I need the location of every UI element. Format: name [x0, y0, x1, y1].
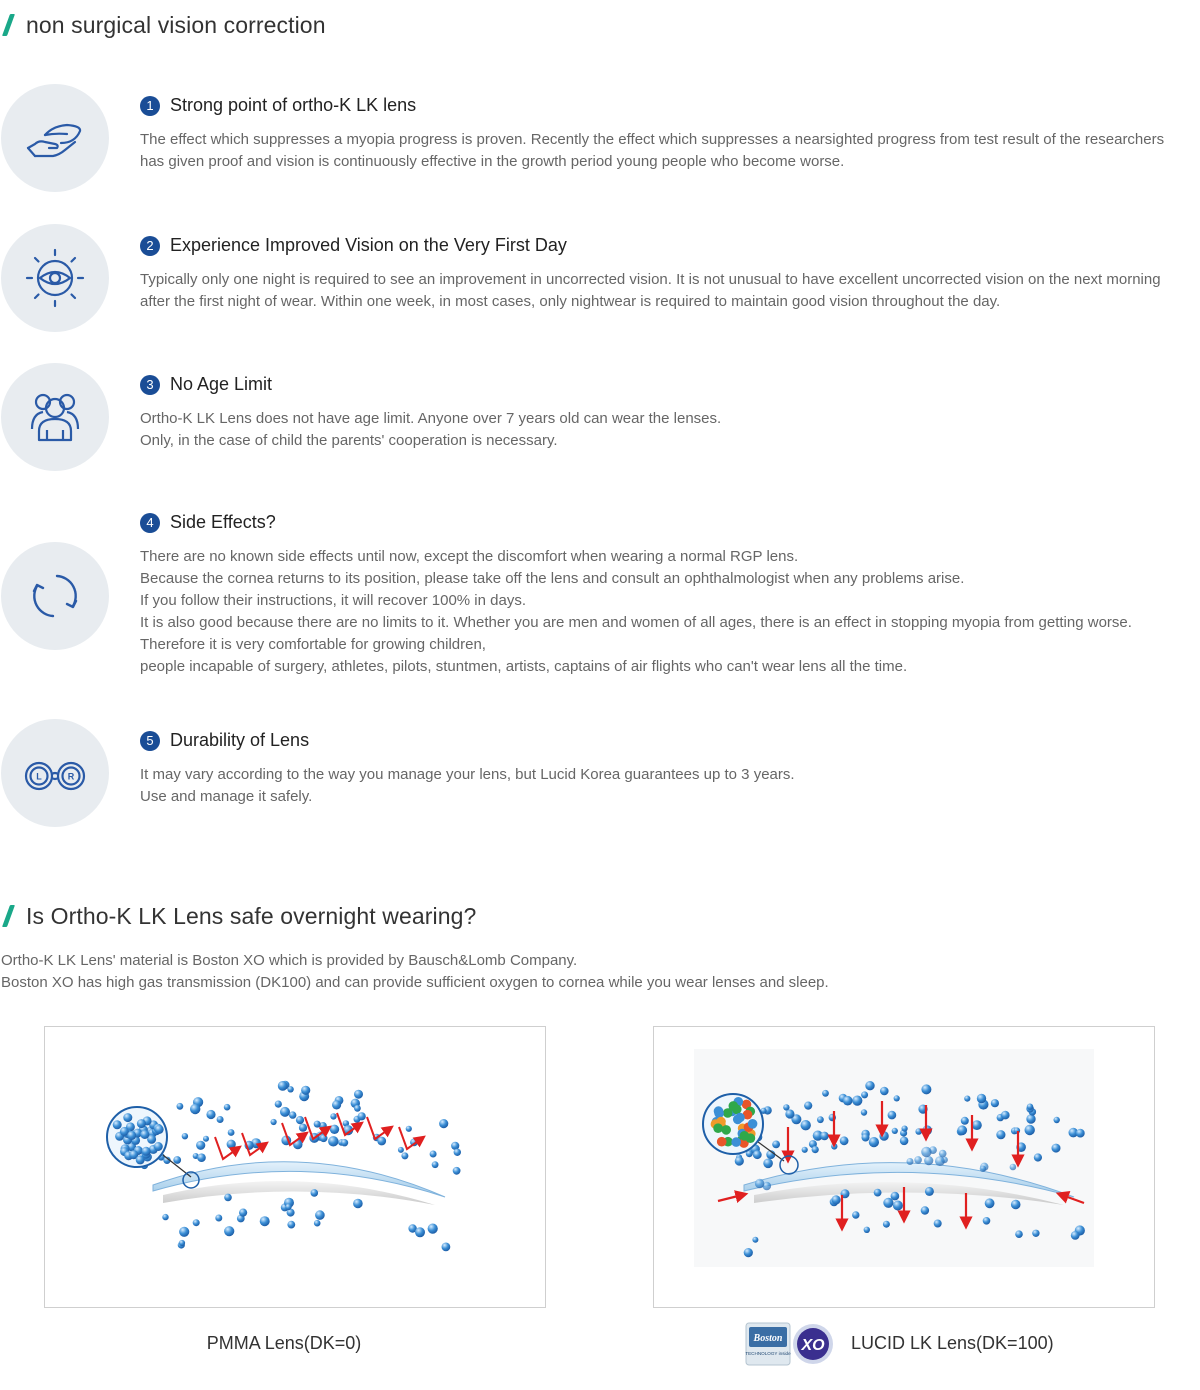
oxygen-bubble — [430, 1151, 437, 1158]
feature-icon-circle — [1, 224, 109, 332]
pmma-lens-diagram — [45, 1027, 545, 1307]
oxygen-bubble — [957, 1125, 967, 1135]
oxygen-bubble — [177, 1103, 184, 1110]
lucid-caption-text: LUCID LK Lens(DK=100) — [851, 1332, 1054, 1353]
oxygen-bubble — [996, 1130, 1005, 1139]
oxygen-bubble — [921, 1084, 931, 1094]
oxygen-bubble — [179, 1227, 189, 1237]
oxygen-bubble — [804, 1102, 812, 1110]
oxygen-bubble — [879, 1131, 888, 1140]
magnified-bubble — [123, 1113, 132, 1122]
oxygen-bubble — [280, 1107, 290, 1117]
oxygen-bubble — [934, 1220, 942, 1228]
oxygen-bubble — [894, 1095, 900, 1101]
oxygen-bubble — [341, 1139, 348, 1146]
oxygen-bubble — [182, 1133, 188, 1139]
magnified-molecule — [713, 1123, 723, 1133]
people-icon — [23, 385, 87, 449]
oxygen-bubble — [883, 1221, 890, 1228]
pmma-caption-text: PMMA Lens(DK=0) — [206, 1332, 362, 1353]
eye-icon — [23, 246, 87, 310]
oxygen-bubble — [902, 1126, 908, 1132]
blocked-arrow — [367, 1117, 389, 1139]
oxygen-bubble — [239, 1209, 247, 1217]
magnified-molecule — [731, 1137, 741, 1147]
feature-description — [140, 408, 1200, 452]
oxygen-bubble — [296, 1116, 304, 1124]
oxygen-bubble — [874, 1189, 882, 1197]
feature-text-line: Only, in the case of child the parents' cooperation is necessary. — [140, 432, 558, 449]
magnified-bubble — [137, 1119, 146, 1128]
oxygen-bubble — [301, 1086, 310, 1095]
oxygen-bubble — [922, 1125, 932, 1135]
feature-text-line: people incapable of surgery, athletes, pilots, stuntmen, artists, captains of air flights who can't wear lens all the time. — [140, 658, 908, 675]
oxygen-bubble — [1034, 1153, 1042, 1161]
oxygen-bubble — [921, 1206, 929, 1214]
intro-text-line: Boston XO has high gas transmission (DK100) and can provide sufficient oxygen to cornea while you wear lenses and sleep. — [1, 974, 829, 991]
oxygen-bubble — [401, 1152, 408, 1159]
oxygen-bubble — [224, 1226, 234, 1236]
feature-text-line: Therefore it is very comfortable for growing children, — [140, 636, 486, 653]
oxygen-bubble — [271, 1119, 277, 1125]
intro-text-line: Ortho-K LK Lens' material is Boston XO which is provided by Bausch&Lomb Company. — [1, 952, 578, 969]
feature-icon-circle — [1, 542, 109, 650]
title-accent-mark — [2, 14, 15, 36]
pmma-bubbles-layer — [107, 1081, 461, 1252]
oxygen-bubble — [311, 1189, 319, 1197]
feature-text-line: after the first night of wear. Within one week, in most cases, only nightwear is required to maintain good vision throughout the day. — [140, 293, 1001, 310]
oxygen-bubble — [772, 1141, 780, 1149]
oxygen-bubble — [862, 1134, 870, 1142]
pmma-caption — [44, 1326, 524, 1360]
oxygen-bubble — [900, 1137, 909, 1146]
oxygen-bubble — [1026, 1114, 1035, 1123]
oxygen-bubble — [315, 1210, 325, 1220]
oxygen-bubble — [406, 1126, 412, 1132]
hand-lens-icon — [23, 106, 87, 170]
oxygen-bubble — [217, 1116, 224, 1123]
magnified-bubble — [140, 1130, 149, 1139]
oxygen-bubble — [843, 1096, 853, 1106]
oxygen-bubble — [314, 1121, 321, 1128]
oxygen-bubble — [801, 1120, 811, 1130]
feature-text-line: has given proof and vision is continuously effective in the growth period young people who become worse. — [140, 153, 845, 170]
oxygen-bubble — [961, 1117, 969, 1125]
feature-title: Strong point of ortho-K LK lens — [170, 95, 417, 115]
oxygen-bubble — [203, 1136, 209, 1142]
magnified-bubble — [154, 1142, 163, 1151]
feature-heading — [140, 374, 272, 395]
oxygen-bubble — [864, 1227, 870, 1233]
lucid-diagram-box — [653, 1026, 1155, 1308]
oxygen-bubble — [744, 1248, 753, 1257]
feature-description — [140, 546, 1200, 678]
oxygen-bubble — [1010, 1164, 1017, 1171]
feature-title: Durability of Lens — [170, 730, 310, 750]
oxygen-bubble — [193, 1219, 200, 1226]
magnified-bubble — [127, 1131, 136, 1140]
oxygen-bubble — [1015, 1230, 1023, 1238]
oxygen-bubble — [328, 1136, 338, 1146]
oxygen-bubble — [735, 1156, 744, 1165]
feature-description — [140, 269, 1200, 313]
oxygen-bubble — [820, 1132, 829, 1141]
section-heading: Is Ortho-K LK Lens safe overnight wearing? — [26, 902, 477, 929]
cornea-shape — [163, 1181, 435, 1205]
oxygen-bubble — [358, 1112, 366, 1120]
feature-icon-circle — [1, 84, 109, 192]
oxygen-bubble — [206, 1110, 215, 1119]
svg-text:R: R — [67, 771, 75, 782]
oxygen-bubble — [354, 1090, 363, 1099]
oxygen-bubble — [983, 1217, 991, 1225]
feature-text-line: Because the cornea returns to its position, please take off the lens and consult an ophthalmologist when any problems arise. — [140, 570, 965, 587]
oxygen-bubble — [921, 1147, 931, 1157]
oxygen-bubble — [852, 1211, 859, 1218]
oxygen-bubble — [314, 1220, 321, 1227]
oxygen-bubble — [1052, 1144, 1061, 1153]
oxygen-bubble — [939, 1150, 947, 1158]
magnified-molecule — [740, 1131, 750, 1141]
oxygen-bubble — [840, 1136, 849, 1145]
oxygen-bubble — [1076, 1129, 1085, 1138]
oxygen-bubble — [861, 1091, 868, 1098]
magnified-bubble — [136, 1155, 145, 1164]
oxygen-bubble — [977, 1094, 986, 1103]
oxygen-bubble — [925, 1187, 934, 1196]
oxygen-bubble — [179, 1240, 185, 1246]
feature-text-line: It may vary according to the way you manage your lens, but Lucid Korea guarantees up to 3 years. — [140, 766, 795, 783]
feature-text-line: Use and manage it safely. — [140, 788, 313, 805]
oxygen-bubble — [892, 1128, 898, 1134]
oxygen-bubble — [893, 1201, 903, 1211]
oxygen-bubble — [753, 1150, 762, 1159]
oxygen-bubble — [398, 1147, 404, 1153]
oxygen-bubble — [802, 1147, 808, 1153]
oxygen-bubble — [287, 1086, 293, 1092]
oxygen-bubble — [852, 1096, 862, 1106]
feature-number-badge: 1 — [140, 96, 160, 116]
safety-intro — [1, 950, 829, 994]
oxygen-bubble — [442, 1243, 451, 1252]
feature-text-line: If you follow their instructions, it will recover 100% in days. — [140, 592, 526, 609]
oxygen-bubble — [752, 1237, 758, 1243]
oxygen-bubble — [869, 1137, 879, 1147]
feature-number-badge: 3 — [140, 375, 160, 395]
oxygen-bubble — [817, 1116, 824, 1123]
feature-text-line: The effect which suppresses a myopia progress is proven. Recently the effect which suppresses a nearsighted progress from test result of the researchers — [140, 131, 1165, 148]
oxygen-bubble — [972, 1120, 982, 1130]
feature-number-badge: 4 — [140, 513, 160, 533]
oxygen-bubble — [924, 1156, 933, 1165]
oxygen-bubble — [415, 1227, 425, 1237]
oxygen-bubble — [287, 1221, 295, 1229]
feature-heading — [140, 512, 276, 533]
oxygen-bubble — [453, 1167, 461, 1175]
oxygen-bubble — [289, 1111, 296, 1118]
feature-text-line: There are no known side effects until now, except the discomfort when wearing a normal RGP lens. — [140, 548, 799, 565]
magnified-molecule — [721, 1125, 731, 1135]
oxygen-bubble — [1011, 1200, 1021, 1210]
oxygen-bubble — [915, 1128, 922, 1135]
oxygen-bubble — [227, 1140, 236, 1149]
oxygen-bubble — [763, 1159, 773, 1169]
oxygen-bubble — [285, 1204, 291, 1210]
oxygen-bubble — [1032, 1230, 1039, 1237]
oxygen-bubble — [831, 1143, 837, 1149]
feature-description — [140, 764, 1200, 808]
oxygen-bubble — [935, 1156, 945, 1166]
oxygen-bubble — [353, 1199, 363, 1209]
feature-title: No Age Limit — [170, 374, 273, 394]
oxygen-bubble — [162, 1214, 168, 1220]
oxygen-bubble — [320, 1134, 328, 1142]
oxygen-bubble — [755, 1179, 764, 1188]
oxygen-bubble — [891, 1192, 900, 1201]
oxygen-bubble — [377, 1137, 386, 1146]
oxygen-bubble — [196, 1141, 205, 1150]
magnified-molecule — [714, 1109, 724, 1119]
magnified-bubble — [155, 1125, 164, 1134]
oxygen-bubble — [1025, 1125, 1035, 1135]
oxygen-bubble — [224, 1194, 232, 1202]
lucid-caption — [745, 1326, 1054, 1360]
lens-case-icon — [23, 741, 87, 805]
oxygen-bubble — [278, 1081, 288, 1091]
oxygen-bubble — [991, 1099, 999, 1107]
section-heading: non surgical vision correction — [26, 11, 326, 38]
oxygen-bubble — [1054, 1117, 1060, 1123]
oxygen-bubble — [215, 1215, 222, 1222]
feature-text-line: Typically only one night is required to see an improvement in uncorrected vision. It is not unusual to have excellent uncorrected vision on the next morning — [140, 271, 1161, 288]
section-title-vision — [0, 5, 326, 45]
feature-title: Side Effects? — [170, 512, 276, 532]
oxygen-bubble — [907, 1158, 914, 1165]
oxygen-bubble — [275, 1101, 282, 1108]
oxygen-bubble — [985, 1198, 995, 1208]
oxygen-bubble — [332, 1100, 341, 1109]
oxygen-bubble — [865, 1081, 874, 1090]
feature-description — [140, 129, 1200, 173]
oxygen-bubble — [888, 1111, 897, 1120]
feature-number-badge: 5 — [140, 731, 160, 751]
feature-text-line: It is also good because there are no limits to it. Whether you are men and women of all ages, there is an effect in stopping myopia from getting worse. — [140, 614, 1132, 631]
oxygen-bubble — [224, 1104, 231, 1111]
oxygen-bubble — [1014, 1127, 1020, 1133]
oxygen-bubble — [454, 1149, 461, 1156]
title-accent-mark — [2, 905, 15, 927]
pmma-diagram-box — [44, 1026, 546, 1308]
oxygen-bubble — [439, 1119, 448, 1128]
oxygen-bubble — [1071, 1231, 1080, 1240]
oxygen-bubble — [299, 1124, 307, 1132]
feature-icon-circle — [1, 363, 109, 471]
magnified-molecule — [735, 1113, 745, 1123]
oxygen-bubble — [1027, 1104, 1033, 1110]
svg-text:XO: XO — [801, 1337, 825, 1354]
feature-number-badge: 2 — [140, 236, 160, 256]
feature-heading — [140, 95, 416, 116]
oxygen-bubble — [354, 1105, 361, 1112]
feature-title: Experience Improved Vision on the Very First Day — [170, 235, 567, 255]
feature-heading — [140, 730, 309, 751]
feature-text-line: Ortho-K LK Lens does not have age limit. Anyone over 7 years old can wear the lenses. — [140, 410, 722, 427]
oxygen-bubble — [964, 1096, 970, 1102]
oxygen-bubble — [260, 1216, 270, 1226]
oxygen-bubble — [832, 1195, 841, 1204]
svg-text:L: L — [36, 771, 42, 782]
oxygen-bubble — [330, 1113, 336, 1119]
oxygen-bubble — [451, 1142, 459, 1150]
oxygen-bubble — [822, 1090, 829, 1097]
cycle-icon — [23, 564, 87, 628]
lucid-lens-diagram — [654, 1027, 1154, 1307]
oxygen-bubble — [812, 1146, 819, 1153]
oxygen-bubble — [861, 1109, 867, 1115]
oxygen-bubble — [228, 1129, 235, 1136]
oxygen-bubble — [880, 1087, 889, 1096]
oxygen-bubble — [785, 1109, 794, 1118]
oxygen-bubble — [980, 1166, 986, 1172]
svg-text:Boston: Boston — [753, 1333, 783, 1344]
oxygen-bubble — [330, 1125, 339, 1134]
oxygen-bubble — [197, 1153, 206, 1162]
svg-text:TECHNOLOGY inside: TECHNOLOGY inside — [745, 1351, 791, 1356]
section-title-safety — [0, 896, 476, 936]
oxygen-bubble — [173, 1156, 181, 1164]
feature-heading — [140, 235, 567, 256]
boston-xo-logo — [745, 1321, 837, 1367]
magnified-bubble — [142, 1147, 151, 1156]
oxygen-bubble — [428, 1224, 438, 1234]
oxygen-bubble — [1001, 1111, 1010, 1120]
magnified-bubble — [113, 1120, 122, 1129]
oxygen-bubble — [432, 1161, 439, 1168]
oxygen-bubble — [190, 1104, 200, 1114]
magnified-molecule — [717, 1137, 727, 1147]
magnified-molecule — [748, 1119, 758, 1129]
feature-icon-circle — [1, 719, 109, 827]
magnified-molecule — [732, 1105, 742, 1115]
oxygen-bubble — [914, 1156, 922, 1164]
